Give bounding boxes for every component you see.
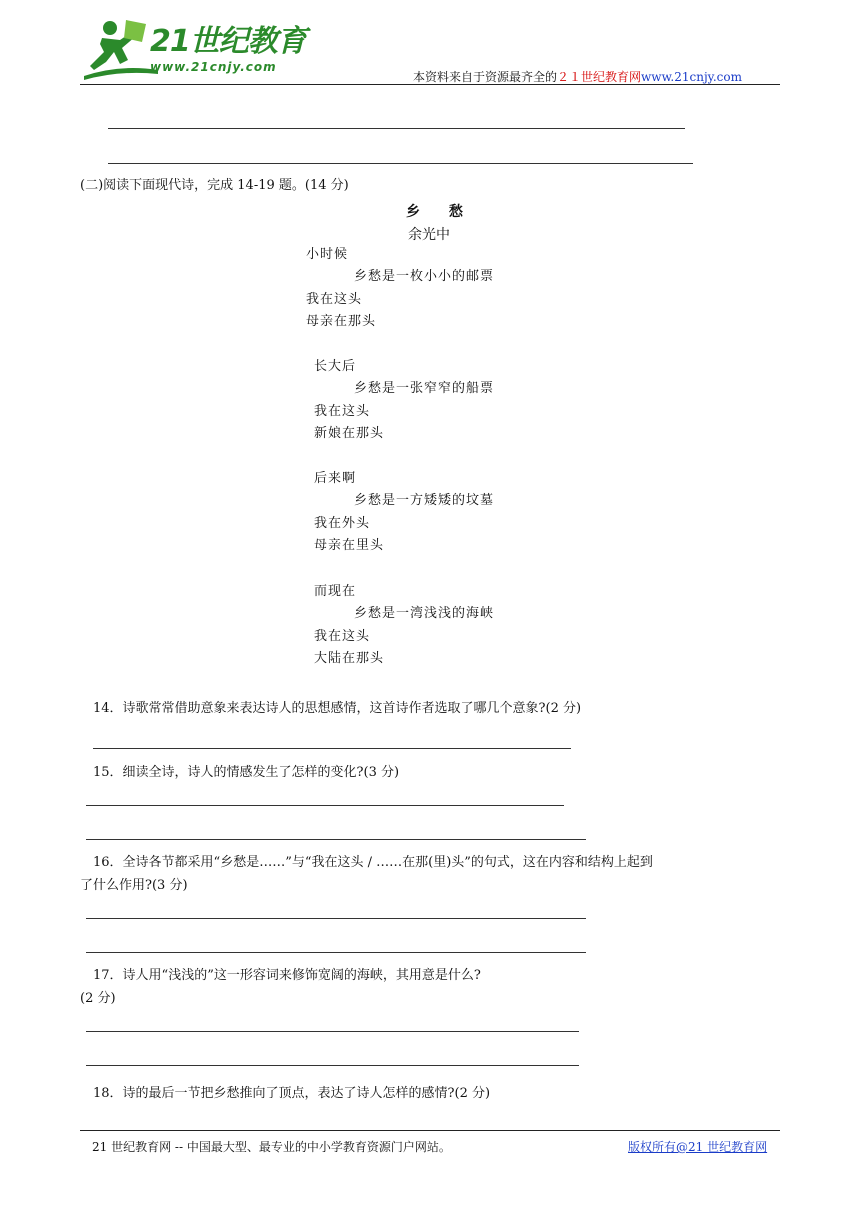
poem-line: 乡愁是一湾浅浅的海峡 — [354, 606, 495, 621]
footer-text: 21 世纪教育网 -- 中国最大型、最专业的中小学教育资源门户网站。 — [92, 1140, 451, 1154]
answer-line — [86, 918, 586, 919]
answer-line — [108, 163, 693, 164]
answer-line — [93, 748, 571, 749]
poem-line: 乡愁是一张窄窄的船票 — [354, 381, 495, 396]
question-17: 17．诗人用“浅浅的”这一形容词来修饰宽阔的海峡，其用意是什么? — [93, 968, 481, 983]
logo-url: www.21cnjy.com — [150, 60, 277, 74]
poem-line: 小时候 — [306, 247, 349, 262]
question-18: 18．诗的最后一节把乡愁推向了顶点，表达了诗人怎样的感情?(2 分) — [93, 1086, 491, 1101]
poem-line: 我在外头 — [314, 516, 371, 531]
poem-line: 而现在 — [314, 584, 357, 599]
header-note — [413, 68, 742, 85]
answer-line — [86, 805, 564, 806]
poem-line: 我在这头 — [314, 629, 371, 644]
poem-line: 乡愁是一方矮矮的坟墓 — [354, 493, 495, 508]
logo-brand: 21世纪教育 — [150, 24, 306, 59]
poem-author: 余光中 — [408, 227, 450, 243]
runner-icon — [80, 14, 160, 82]
question-17-cont: (2 分) — [80, 991, 116, 1006]
poem-line: 我在这头 — [314, 404, 371, 419]
answer-line — [86, 952, 586, 953]
footer-divider — [80, 1130, 780, 1131]
poem-line: 新娘在那头 — [314, 426, 385, 441]
answer-line — [108, 128, 685, 129]
question-14: 14．诗歌常常借助意象来表达诗人的思想感情，这首诗作者选取了哪几个意象?(2 分) — [93, 701, 582, 716]
answer-line — [86, 839, 586, 840]
poem-line: 大陆在那头 — [314, 651, 385, 666]
copyright-link[interactable]: 版权所有@21 世纪教育网 — [628, 1140, 768, 1154]
poem-title: 乡 愁 — [406, 204, 475, 220]
poem-line: 我在这头 — [306, 292, 363, 307]
poem-line: 母亲在那头 — [306, 314, 377, 329]
header-note-site: ２１世纪教育网 — [557, 70, 642, 84]
answer-line — [86, 1065, 579, 1066]
poem-line: 长大后 — [314, 359, 357, 374]
section-intro: (二)阅读下面现代诗，完成 14-19 题。(14 分) — [80, 178, 349, 193]
poem-line: 母亲在里头 — [314, 538, 385, 553]
header-divider — [80, 84, 780, 85]
question-16: 16．全诗各节都采用“乡愁是……”与“我在这头 / ……在那(里)头”的句式，这在内容和结构上起到 — [93, 855, 653, 870]
header-note-url[interactable]: www.21cnjy.com — [641, 70, 742, 84]
question-16-cont: 了什么作用?(3 分) — [80, 878, 188, 893]
header-note-prefix: 本资料来自于资源最齐全的 — [413, 70, 558, 84]
poem-line: 后来啊 — [314, 471, 357, 486]
poem-line: 乡愁是一枚小小的邮票 — [354, 269, 495, 284]
question-15: 15．细读全诗，诗人的情感发生了怎样的变化?(3 分) — [93, 765, 400, 780]
answer-line — [86, 1031, 579, 1032]
